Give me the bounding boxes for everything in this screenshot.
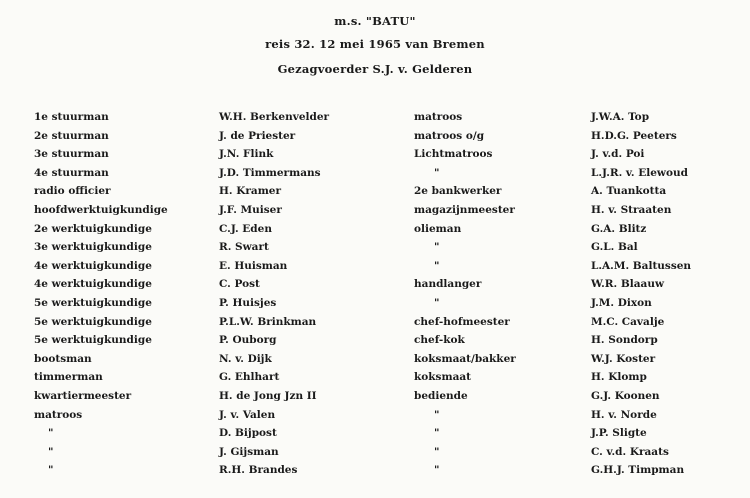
crew-role: 2e stuurman (34, 129, 109, 142)
crew-name: A. Tuankotta (591, 185, 667, 198)
crew-name: J. de Priester (219, 129, 296, 142)
crew-name: G.L. Bal (591, 241, 638, 254)
left-roles-column (34, 108, 168, 480)
crew-name: J.F. Muiser (219, 203, 282, 216)
crew-name: E. Huisman (219, 259, 288, 272)
crew-name: J. Gijsman (219, 445, 279, 458)
voyage-line: reis 32. 12 mei 1965 van Bremen (265, 37, 485, 51)
ship-name: m.s. "BATU" (334, 14, 416, 28)
crew-role: 4e stuurman (34, 166, 109, 179)
crew-role: " (434, 296, 440, 309)
right-names-column (591, 108, 691, 480)
crew-role: bootsman (34, 352, 92, 365)
crew-role: kwartiermeester (34, 389, 132, 402)
crew-role: Lichtmatroos (414, 148, 493, 161)
crew-role: matroos (34, 408, 83, 421)
right-roles-column (414, 108, 516, 480)
crew-name: H. Klomp (591, 371, 647, 384)
crew-name: P. Ouborg (219, 334, 277, 347)
crew-role: matroos o/g (414, 129, 485, 142)
crew-name: J.M. Dixon (591, 296, 652, 309)
crew-role: " (434, 464, 440, 477)
crew-name: H. Kramer (219, 185, 282, 198)
crew-name: R.H. Brandes (219, 464, 298, 477)
crew-name: W.R. Blaauw (591, 278, 664, 291)
crew-role: 2e bankwerker (414, 185, 502, 198)
crew-name: P. Huisjes (219, 296, 277, 309)
crew-role: 3e werktuigkundige (34, 241, 152, 254)
crew-role: 5e werktuigkundige (34, 296, 152, 309)
crew-name: W.J. Koster (591, 352, 656, 365)
crew-name: H. Sondorp (591, 334, 658, 347)
crew-role: olieman (414, 222, 462, 235)
crew-name: R. Swart (219, 241, 269, 254)
crew-role: 4e werktuigkundige (34, 278, 152, 291)
crew-role: 3e stuurman (34, 148, 109, 161)
crew-name: J.N. Flink (219, 148, 274, 161)
crew-name: J. v. Valen (219, 408, 276, 421)
crew-name: J.W.A. Top (591, 111, 650, 123)
left-names-column (219, 108, 329, 480)
crew-role: 5e werktuigkundige (34, 334, 152, 347)
crew-role: " (434, 408, 440, 421)
crew-role: hoofdwerktuigkundige (34, 203, 168, 216)
crew-role: magazijnmeester (414, 203, 515, 216)
crew-name: G. Ehlhart (219, 371, 280, 384)
crew-name: C. v.d. Kraats (591, 445, 669, 458)
crew-role: chef-kok (414, 334, 465, 347)
crew-name: C. Post (219, 278, 260, 291)
crew-role: " (434, 166, 440, 179)
crew-role: timmerman (34, 371, 103, 384)
crew-name: J. v.d. Poi (591, 148, 645, 161)
crew-role: radio officier (34, 185, 111, 198)
crew-name: L.J.R. v. Elewoud (591, 166, 688, 179)
crew-name: J.P. Sligte (591, 427, 647, 440)
crew-name: G.A. Blitz (591, 222, 647, 235)
crew-name: G.J. Koonen (591, 389, 660, 402)
crew-role: koksmaat (414, 371, 472, 384)
crew-role: " (48, 464, 54, 477)
crew-role: matroos (414, 111, 463, 123)
crew-role: 1e stuurman (34, 111, 109, 123)
crew-name: P.L.W. Brinkman (219, 315, 317, 328)
crew-role: 5e werktuigkundige (34, 315, 152, 328)
crew-role: " (48, 445, 54, 458)
crew-role: koksmaat/bakker (414, 352, 516, 365)
crew-name: H. de Jong Jzn II (219, 389, 317, 402)
crew-role: " (434, 445, 440, 458)
crew-name: H.D.G. Peeters (591, 129, 677, 142)
crew-name: N. v. Dijk (219, 352, 272, 365)
crew-role: bediende (414, 389, 468, 402)
crew-name: L.A.M. Baltussen (591, 259, 692, 272)
crew-role: handlanger (414, 278, 482, 291)
crew-name: G.H.J. Timpman (591, 464, 685, 477)
crew-role: 2e werktuigkundige (34, 222, 152, 235)
crew-name: H. v. Straaten (591, 203, 672, 216)
crew-name: W.H. Berkenvelder (219, 111, 330, 123)
crew-name: H. v. Norde (591, 408, 657, 421)
crew-name: M.C. Cavalje (591, 315, 665, 328)
crew-role: chef-hofmeester (414, 315, 510, 328)
crew-role: " (434, 259, 440, 272)
crew-name: J.D. Timmermans (219, 166, 321, 179)
crew-name: C.J. Eden (219, 222, 272, 235)
crew-role: 4e werktuigkundige (34, 259, 152, 272)
crew-name: D. Bijpost (219, 427, 277, 440)
crew-role: " (434, 427, 440, 440)
captain-line: Gezagvoerder S.J. v. Gelderen (277, 62, 473, 76)
crew-role: " (48, 427, 54, 440)
crew-role: " (434, 241, 440, 254)
